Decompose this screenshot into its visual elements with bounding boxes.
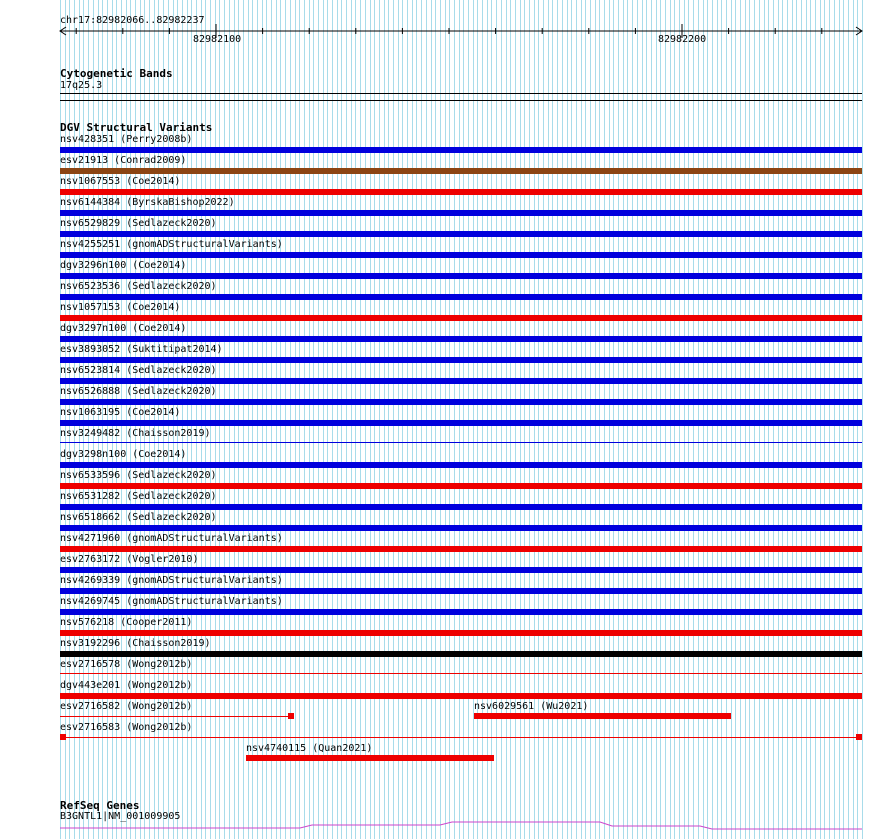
variant-bar[interactable]	[60, 189, 862, 195]
variant-label: dgv3298n100 (Coe2014)	[60, 449, 187, 460]
ruler-location: chr17:82982066..82982237	[60, 15, 205, 26]
variant-bar-thin[interactable]	[60, 737, 862, 738]
variant-label: nsv3192296 (Chaisson2019)	[60, 638, 211, 649]
variant-bar[interactable]	[60, 673, 862, 674]
variant-label: esv3893052 (Suktitipat2014)	[60, 344, 223, 355]
variant-label: nsv576218 (Cooper2011)	[60, 617, 193, 628]
variant-bar[interactable]	[60, 399, 862, 405]
variant-label: nsv1067553 (Coe2014)	[60, 176, 181, 187]
variant-label: esv2716578 (Wong2012b)	[60, 659, 193, 670]
variant-bar[interactable]	[60, 651, 862, 657]
variant-bar[interactable]	[60, 357, 862, 363]
variant-label: nsv6029561 (Wu2021)	[474, 701, 589, 712]
variant-bar[interactable]	[60, 525, 862, 531]
variant-label: nsv6144384 (ByrskaBishop2022)	[60, 197, 235, 208]
variant-bar[interactable]	[60, 252, 862, 258]
variant-bar[interactable]	[60, 504, 862, 510]
refseq-track-title[interactable]: RefSeq Genes	[60, 799, 140, 812]
variant-bar[interactable]	[60, 336, 862, 342]
cytoband-bar[interactable]	[60, 93, 862, 94]
variant-label: nsv6518662 (Sedlazeck2020)	[60, 512, 217, 523]
variant-label: nsv1057153 (Coe2014)	[60, 302, 181, 313]
variant-label: nsv4269339 (gnomADStructuralVariants)	[60, 575, 283, 586]
variant-bar[interactable]	[60, 273, 862, 279]
variant-label: nsv6523536 (Sedlazeck2020)	[60, 281, 217, 292]
variant-bar[interactable]	[60, 442, 862, 443]
variant-bar[interactable]	[60, 630, 862, 636]
variant-label: nsv3249482 (Chaisson2019)	[60, 428, 211, 439]
variant-label: esv2716582 (Wong2012b)	[60, 701, 193, 712]
variant-bar[interactable]	[60, 483, 862, 489]
variant-bar[interactable]	[60, 588, 862, 594]
refseq-gene-model[interactable]	[0, 818, 890, 839]
variant-label: esv2763172 (Vogler2010)	[60, 554, 199, 565]
variant-bar[interactable]	[60, 609, 862, 615]
variant-label: nsv4271960 (gnomADStructuralVariants)	[60, 533, 283, 544]
variant-bar[interactable]	[474, 713, 731, 719]
variant-bar[interactable]	[60, 294, 862, 300]
variant-bar-block[interactable]	[288, 713, 294, 719]
variant-label: dgv3297n100 (Coe2014)	[60, 323, 187, 334]
variant-label: nsv6531282 (Sedlazeck2020)	[60, 491, 217, 502]
variant-bar[interactable]	[246, 755, 494, 761]
variant-bar[interactable]	[60, 567, 862, 573]
variant-bar[interactable]	[60, 378, 862, 384]
variant-bar-block[interactable]	[60, 734, 66, 740]
variant-bar[interactable]	[60, 168, 862, 174]
variant-label: nsv4255251 (gnomADStructuralVariants)	[60, 239, 283, 250]
ruler-axis	[0, 0, 890, 50]
variant-bar[interactable]	[60, 315, 862, 321]
variant-bar[interactable]	[60, 231, 862, 237]
variant-bar[interactable]	[60, 210, 862, 216]
variant-bar[interactable]	[60, 462, 862, 468]
variant-label: dgv3296n100 (Coe2014)	[60, 260, 187, 271]
ruler-tick-82982100: 82982100	[193, 34, 242, 45]
variant-label: nsv6523814 (Sedlazeck2020)	[60, 365, 217, 376]
refseq-gene-label: B3GNTL1|NM_001009905	[60, 811, 181, 822]
ruler-tick-82982200: 82982200	[658, 34, 707, 45]
track-separator	[60, 100, 862, 101]
variant-label: esv21913 (Conrad2009)	[60, 155, 187, 166]
variant-label: nsv428351 (Perry2008b)	[60, 134, 193, 145]
variant-label: nsv6529829 (Sedlazeck2020)	[60, 218, 217, 229]
variant-label: nsv1063195 (Coe2014)	[60, 407, 181, 418]
cytoband-label: 17q25.3	[60, 80, 103, 91]
variant-label: dgv443e201 (Wong2012b)	[60, 680, 193, 691]
variant-bar[interactable]	[60, 546, 862, 552]
variant-bar[interactable]	[60, 147, 862, 153]
variant-bar[interactable]	[60, 420, 862, 426]
variant-label: nsv6533596 (Sedlazeck2020)	[60, 470, 217, 481]
dgv-track-title[interactable]: DGV Structural Variants	[60, 121, 213, 134]
variant-label: esv2716583 (Wong2012b)	[60, 722, 193, 733]
variant-label: nsv4740115 (Quan2021)	[246, 743, 373, 754]
cytogenetic-bands-title[interactable]: Cytogenetic Bands	[60, 67, 173, 80]
variant-label: nsv6526888 (Sedlazeck2020)	[60, 386, 217, 397]
variant-bar-thin[interactable]	[60, 716, 292, 717]
variant-bar[interactable]	[60, 693, 862, 699]
variant-bar-block[interactable]	[856, 734, 862, 740]
variant-label: nsv4269745 (gnomADStructuralVariants)	[60, 596, 283, 607]
